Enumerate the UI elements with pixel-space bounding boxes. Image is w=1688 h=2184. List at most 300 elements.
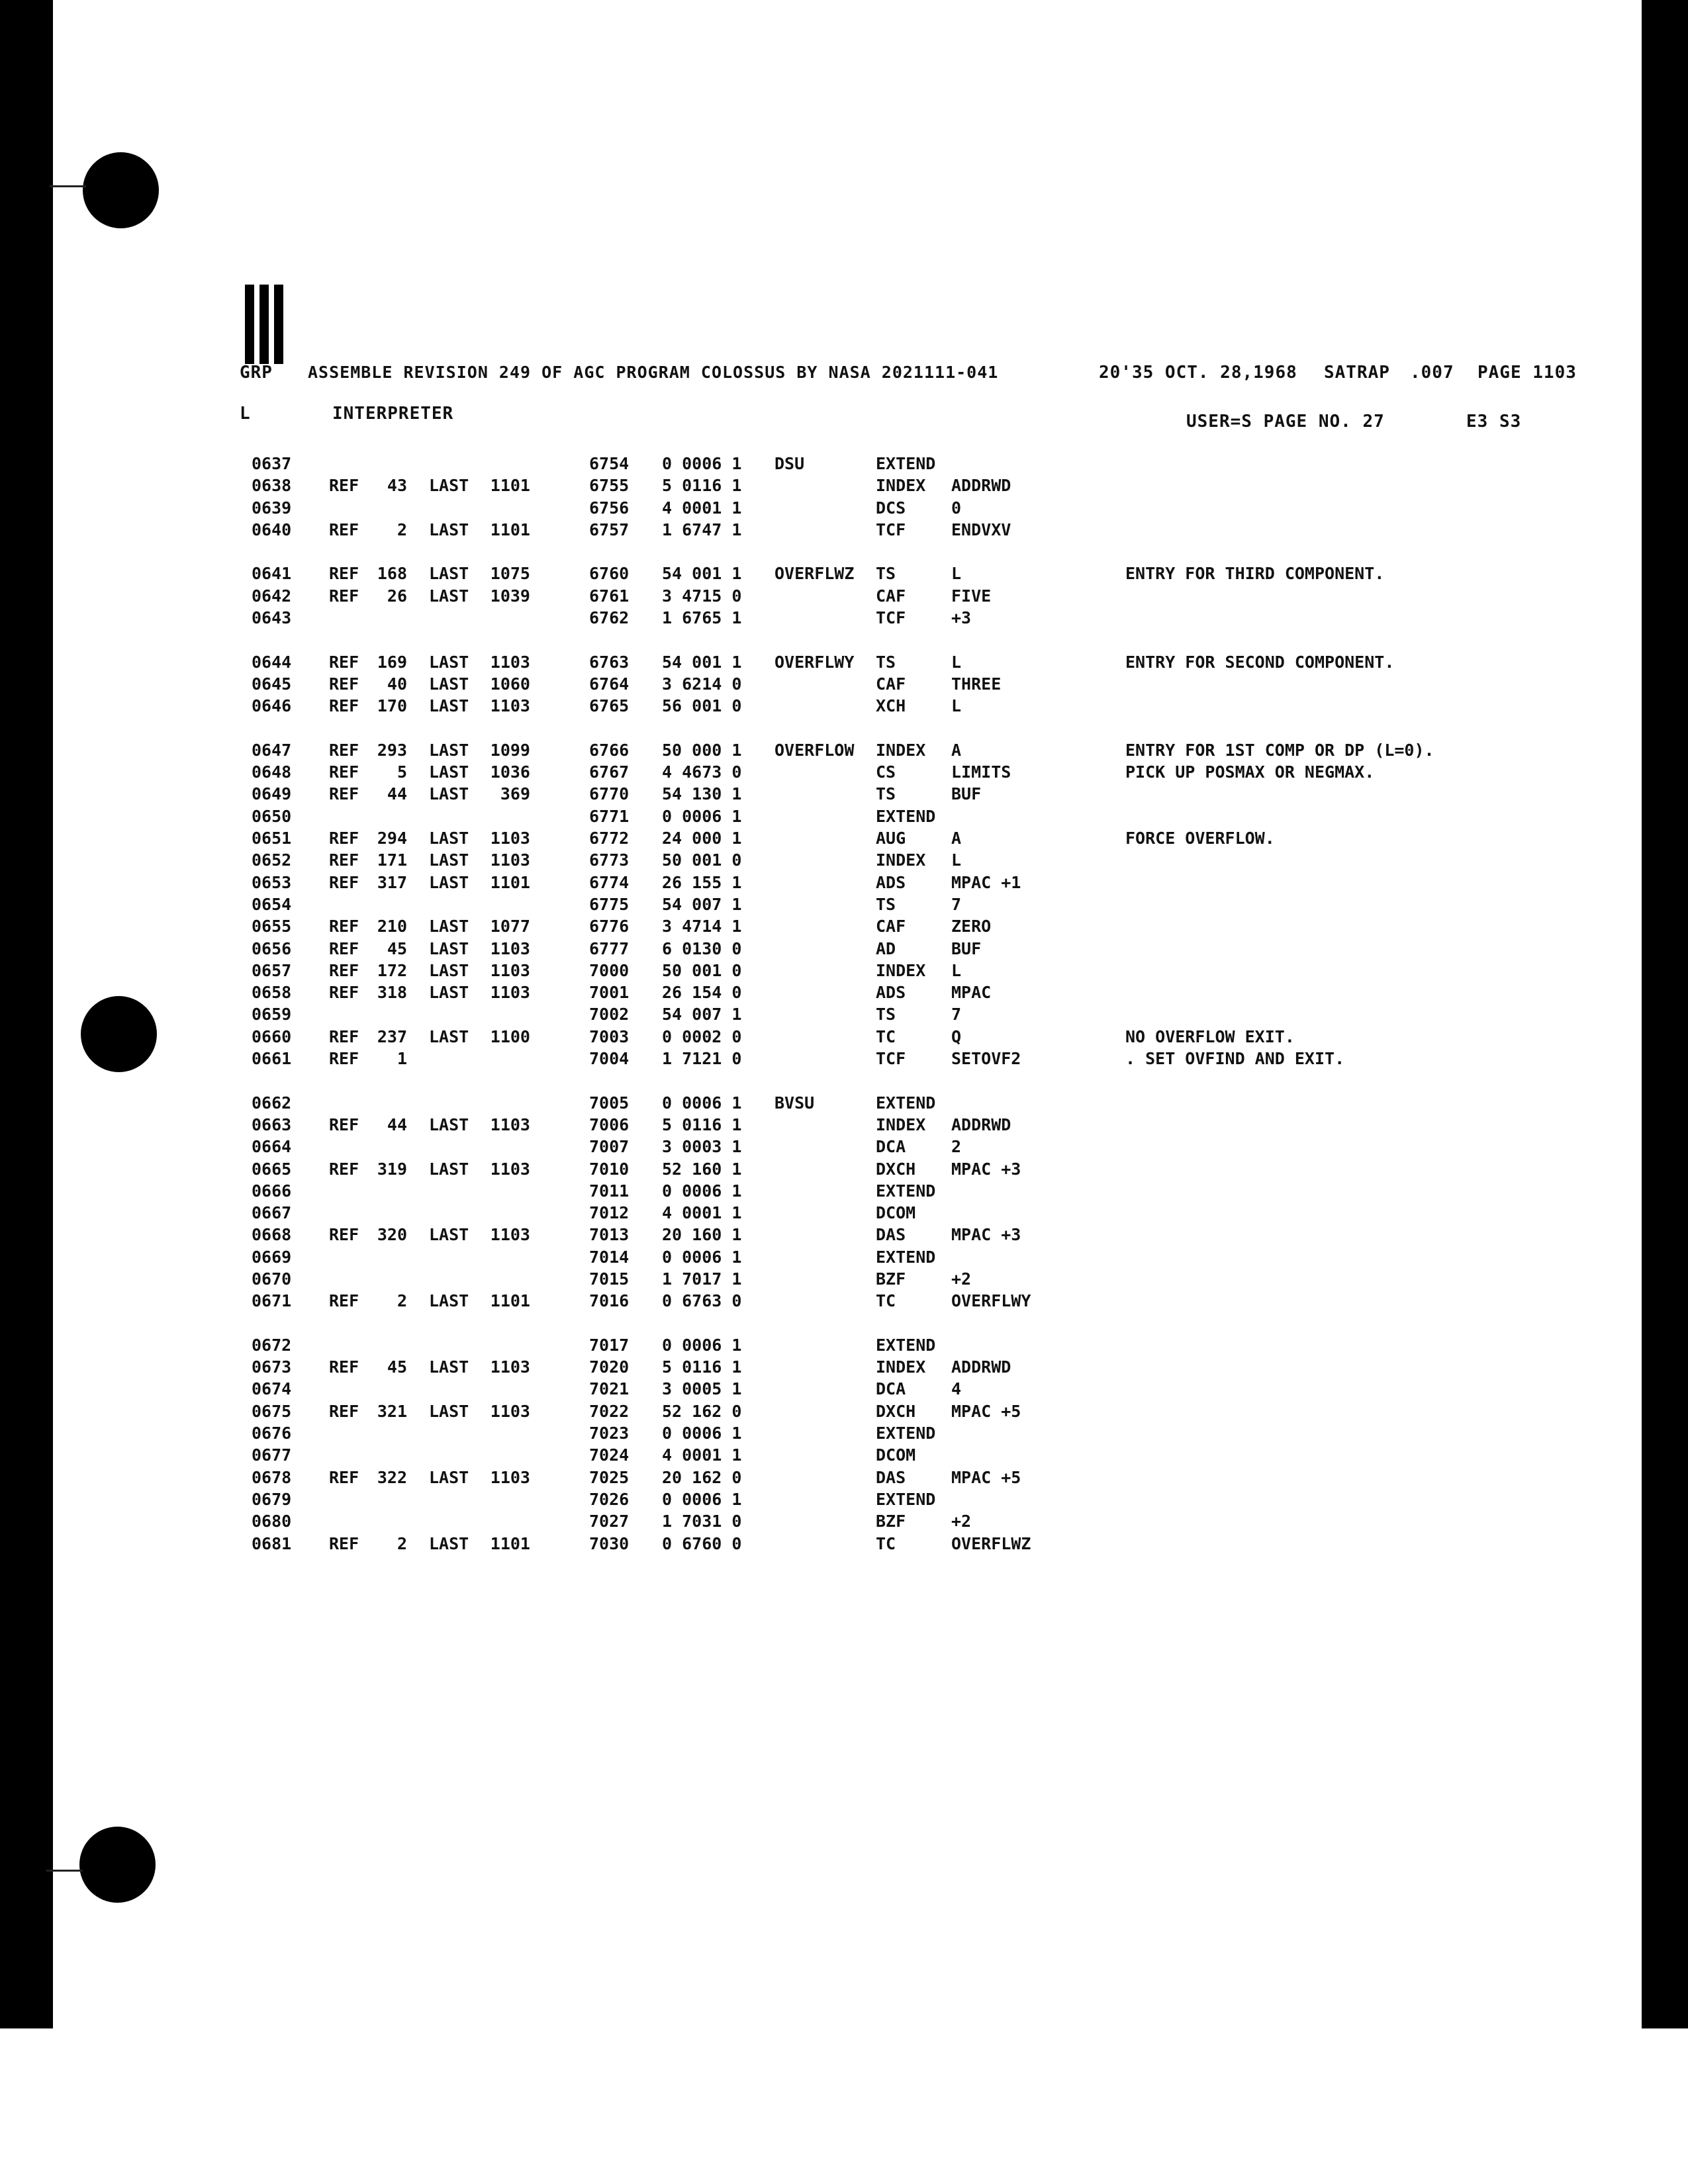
address: 7001 <box>589 983 630 1003</box>
operand: 7 <box>951 894 962 914</box>
header-e-s: E3 S3 <box>1466 412 1522 432</box>
operand: Q <box>951 1026 962 1046</box>
last-line: 1075 <box>490 564 530 584</box>
opcode: INDEX <box>876 1115 926 1134</box>
operand: MPAC +3 <box>951 1159 1021 1179</box>
ref-count: 171 <box>377 850 407 870</box>
octal-code: 56 001 0 <box>662 696 742 716</box>
listing-row <box>0 1027 1688 1049</box>
opcode: DCA <box>876 1379 906 1399</box>
opcode: DAS <box>876 1467 906 1487</box>
octal-code: 1 6747 1 <box>662 520 742 539</box>
last-line: 1103 <box>490 960 530 980</box>
last-keyword: LAST <box>429 784 469 804</box>
line-number: 0677 <box>252 1445 292 1465</box>
opcode: INDEX <box>876 476 926 496</box>
ref-keyword: REF <box>329 586 359 606</box>
ref-keyword: REF <box>329 872 359 892</box>
opcode: TCF <box>876 1049 906 1069</box>
opcode: EXTEND <box>876 1335 936 1355</box>
ref-keyword: REF <box>329 829 359 848</box>
listing-row <box>0 674 1688 696</box>
listing-spacer <box>0 630 1688 652</box>
line-number: 0647 <box>252 740 292 760</box>
listing-row <box>0 961 1688 983</box>
operand: MPAC +3 <box>951 1225 1021 1245</box>
ref-count: 44 <box>387 784 407 804</box>
line-number: 0638 <box>252 476 292 496</box>
ref-keyword: REF <box>329 740 359 760</box>
address: 6756 <box>589 498 630 518</box>
line-number: 0653 <box>252 872 292 892</box>
opcode: TC <box>876 1026 896 1046</box>
last-keyword: LAST <box>429 1026 469 1046</box>
address: 7027 <box>589 1512 630 1531</box>
address: 6765 <box>589 696 630 716</box>
operand: OVERFLWY <box>951 1291 1031 1311</box>
octal-code: 6 0130 0 <box>662 938 742 958</box>
symbol-label: DSU <box>774 454 805 473</box>
line-number: 0664 <box>252 1137 292 1157</box>
last-keyword: LAST <box>429 1159 469 1179</box>
listing-row <box>0 1534 1688 1556</box>
address: 7025 <box>589 1467 630 1487</box>
ref-count: 169 <box>377 652 407 672</box>
address: 7007 <box>589 1137 630 1157</box>
last-line: 1103 <box>490 652 530 672</box>
address: 6766 <box>589 740 630 760</box>
last-keyword: LAST <box>429 829 469 848</box>
address: 7015 <box>589 1269 630 1289</box>
address: 6761 <box>589 586 630 606</box>
assembly-listing <box>0 454 1688 1556</box>
octal-code: 3 6214 0 <box>662 674 742 694</box>
address: 7026 <box>589 1489 630 1509</box>
address: 7020 <box>589 1357 630 1377</box>
line-number: 0679 <box>252 1489 292 1509</box>
opcode: DCS <box>876 498 906 518</box>
address: 7030 <box>589 1533 630 1553</box>
ref-keyword: REF <box>329 983 359 1003</box>
opcode: DCOM <box>876 1445 916 1465</box>
line-number: 0643 <box>252 608 292 628</box>
opcode: CAF <box>876 674 906 694</box>
opcode: TC <box>876 1533 896 1553</box>
line-number: 0680 <box>252 1512 292 1531</box>
last-line: 1101 <box>490 1533 530 1553</box>
octal-code: 4 0001 1 <box>662 498 742 518</box>
line-number: 0663 <box>252 1115 292 1134</box>
header-page: PAGE 1103 <box>1477 363 1577 383</box>
last-line: 1103 <box>490 1159 530 1179</box>
last-line: 1077 <box>490 917 530 936</box>
listing-row <box>0 850 1688 872</box>
last-keyword: LAST <box>429 520 469 539</box>
last-line: 1103 <box>490 1115 530 1134</box>
listing-row <box>0 807 1688 829</box>
ref-count: 1 <box>397 1049 407 1069</box>
last-line: 1103 <box>490 1225 530 1245</box>
last-line: 1103 <box>490 829 530 848</box>
ref-keyword: REF <box>329 1225 359 1245</box>
listing-row <box>0 1137 1688 1159</box>
operand: BUF <box>951 938 982 958</box>
opcode: TS <box>876 784 896 804</box>
ref-keyword: REF <box>329 1115 359 1134</box>
last-keyword: LAST <box>429 850 469 870</box>
symbol-label: OVERFLOW <box>774 740 855 760</box>
ref-keyword: REF <box>329 762 359 782</box>
ref-count: 317 <box>377 872 407 892</box>
ref-count: 172 <box>377 960 407 980</box>
last-line: 1103 <box>490 983 530 1003</box>
punch-hole-bottom <box>79 1827 156 1903</box>
last-keyword: LAST <box>429 1401 469 1421</box>
listing-spacer <box>0 1071 1688 1093</box>
address: 6764 <box>589 674 630 694</box>
octal-code: 26 154 0 <box>662 983 742 1003</box>
punch-hole-mark <box>46 1870 83 1872</box>
line-number: 0657 <box>252 960 292 980</box>
octal-code: 0 0006 1 <box>662 1424 742 1443</box>
last-keyword: LAST <box>429 564 469 584</box>
operand: A <box>951 829 962 848</box>
ref-count: 293 <box>377 740 407 760</box>
operand: 0 <box>951 498 962 518</box>
address: 7005 <box>589 1093 630 1113</box>
listing-row <box>0 939 1688 961</box>
symbol-label: BVSU <box>774 1093 815 1113</box>
listing-row <box>0 1203 1688 1225</box>
address: 6775 <box>589 894 630 914</box>
operand: SETOVF2 <box>951 1049 1021 1069</box>
octal-code: 4 0001 1 <box>662 1203 742 1223</box>
opcode: EXTEND <box>876 1093 936 1113</box>
line-number: 0641 <box>252 564 292 584</box>
listing-row <box>0 917 1688 938</box>
address: 7023 <box>589 1424 630 1443</box>
listing-row <box>0 1181 1688 1203</box>
octal-code: 3 0003 1 <box>662 1137 742 1157</box>
listing-row <box>0 983 1688 1005</box>
address: 7014 <box>589 1247 630 1267</box>
line-number: 0658 <box>252 983 292 1003</box>
listing-spacer <box>0 542 1688 564</box>
operand: MPAC +5 <box>951 1401 1021 1421</box>
line-number: 0648 <box>252 762 292 782</box>
listing-row <box>0 1336 1688 1357</box>
address: 6754 <box>589 454 630 473</box>
octal-code: 54 007 1 <box>662 894 742 914</box>
octal-code: 54 001 1 <box>662 564 742 584</box>
listing-spacer <box>0 719 1688 741</box>
last-keyword: LAST <box>429 674 469 694</box>
octal-code: 3 4714 1 <box>662 917 742 936</box>
operand: L <box>951 696 962 716</box>
address: 7013 <box>589 1225 630 1245</box>
ref-keyword: REF <box>329 1026 359 1046</box>
listing-row <box>0 762 1688 784</box>
listing-row <box>0 1402 1688 1424</box>
last-line: 1039 <box>490 586 530 606</box>
line-number: 0675 <box>252 1401 292 1421</box>
line-number: 0646 <box>252 696 292 716</box>
listing-row <box>0 1445 1688 1467</box>
last-keyword: LAST <box>429 740 469 760</box>
last-line: 1100 <box>490 1026 530 1046</box>
line-number: 0669 <box>252 1247 292 1267</box>
opcode: EXTEND <box>876 1424 936 1443</box>
last-keyword: LAST <box>429 872 469 892</box>
line-number: 0637 <box>252 454 292 473</box>
ref-keyword: REF <box>329 564 359 584</box>
ref-count: 210 <box>377 917 407 936</box>
opcode: DCA <box>876 1137 906 1157</box>
comment: ENTRY FOR THIRD COMPONENT. <box>1125 564 1385 584</box>
ref-count: 321 <box>377 1401 407 1421</box>
operand: 4 <box>951 1379 962 1399</box>
ref-count: 2 <box>397 520 407 539</box>
line-number: 0678 <box>252 1467 292 1487</box>
ref-keyword: REF <box>329 1357 359 1377</box>
octal-code: 0 0006 1 <box>662 806 742 826</box>
listing-row <box>0 1468 1688 1490</box>
line-number: 0652 <box>252 850 292 870</box>
operand: ENDVXV <box>951 520 1011 539</box>
line-number: 0671 <box>252 1291 292 1311</box>
octal-code: 50 001 0 <box>662 960 742 980</box>
comment: PICK UP POSMAX OR NEGMAX. <box>1125 762 1375 782</box>
line-number: 0651 <box>252 829 292 848</box>
opcode: TCF <box>876 608 906 628</box>
listing-row <box>0 1291 1688 1313</box>
ref-count: 43 <box>387 476 407 496</box>
octal-code: 20 162 0 <box>662 1467 742 1487</box>
last-keyword: LAST <box>429 983 469 1003</box>
octal-code: 0 0006 1 <box>662 1093 742 1113</box>
operand: OVERFLWZ <box>951 1533 1031 1553</box>
ref-keyword: REF <box>329 960 359 980</box>
last-line: 1101 <box>490 1291 530 1311</box>
ref-keyword: REF <box>329 674 359 694</box>
opcode: EXTEND <box>876 1181 936 1201</box>
last-keyword: LAST <box>429 1357 469 1377</box>
operand: MPAC <box>951 983 992 1003</box>
line-number: 0642 <box>252 586 292 606</box>
punch-hole-mark <box>50 185 86 187</box>
octal-code: 26 155 1 <box>662 872 742 892</box>
opcode: DCOM <box>876 1203 916 1223</box>
opcode: AD <box>876 938 896 958</box>
octal-code: 0 0006 1 <box>662 1247 742 1267</box>
ref-count: 168 <box>377 564 407 584</box>
line-number: 0645 <box>252 674 292 694</box>
listing-spacer <box>0 1314 1688 1336</box>
binder-marks <box>245 285 289 367</box>
operand: ADDRWD <box>951 476 1011 496</box>
address: 7003 <box>589 1026 630 1046</box>
operand: BUF <box>951 784 982 804</box>
operand: ADDRWD <box>951 1357 1011 1377</box>
octal-code: 3 4715 0 <box>662 586 742 606</box>
operand: ADDRWD <box>951 1115 1011 1134</box>
last-keyword: LAST <box>429 1115 469 1134</box>
line-number: 0656 <box>252 938 292 958</box>
user-page-number: USER=S PAGE NO. 27 <box>1186 412 1385 432</box>
header-user: SATRAP <box>1324 363 1390 383</box>
octal-code: 54 001 1 <box>662 652 742 672</box>
operand: A <box>951 740 962 760</box>
last-keyword: LAST <box>429 1533 469 1553</box>
ref-count: 45 <box>387 1357 407 1377</box>
address: 7022 <box>589 1401 630 1421</box>
opcode: TS <box>876 564 896 584</box>
octal-code: 0 0002 0 <box>662 1026 742 1046</box>
listing-row <box>0 1225 1688 1247</box>
punch-hole-top <box>83 152 159 228</box>
listing-row <box>0 1379 1688 1401</box>
ref-keyword: REF <box>329 652 359 672</box>
ref-keyword: REF <box>329 784 359 804</box>
opcode: EXTEND <box>876 1247 936 1267</box>
opcode: EXTEND <box>876 806 936 826</box>
listing-row <box>0 608 1688 630</box>
address: 7002 <box>589 1005 630 1024</box>
last-line: 1103 <box>490 1401 530 1421</box>
operand: 7 <box>951 1005 962 1024</box>
last-keyword: LAST <box>429 960 469 980</box>
octal-code: 0 0006 1 <box>662 1335 742 1355</box>
operand: LIMITS <box>951 762 1011 782</box>
ref-keyword: REF <box>329 476 359 496</box>
listing-row <box>0 741 1688 762</box>
ref-count: 5 <box>397 762 407 782</box>
last-keyword: LAST <box>429 1291 469 1311</box>
ref-count: 2 <box>397 1291 407 1311</box>
listing-row <box>0 1093 1688 1115</box>
opcode: TS <box>876 894 896 914</box>
address: 6757 <box>589 520 630 539</box>
operand: THREE <box>951 674 1002 694</box>
line-number: 0650 <box>252 806 292 826</box>
last-line: 369 <box>500 784 530 804</box>
opcode: CAF <box>876 917 906 936</box>
last-keyword: LAST <box>429 1225 469 1245</box>
line-number: 0659 <box>252 1005 292 1024</box>
octal-code: 52 160 1 <box>662 1159 742 1179</box>
last-keyword: LAST <box>429 762 469 782</box>
address: 6767 <box>589 762 630 782</box>
octal-code: 24 000 1 <box>662 829 742 848</box>
header-revision: .007 <box>1410 363 1454 383</box>
octal-code: 3 0005 1 <box>662 1379 742 1399</box>
last-keyword: LAST <box>429 696 469 716</box>
address: 6763 <box>589 652 630 672</box>
ref-count: 40 <box>387 674 407 694</box>
listing-row <box>0 1115 1688 1137</box>
octal-code: 4 0001 1 <box>662 1445 742 1465</box>
opcode: BZF <box>876 1512 906 1531</box>
operand: MPAC +5 <box>951 1467 1021 1487</box>
address: 7012 <box>589 1203 630 1223</box>
operand: 2 <box>951 1137 962 1157</box>
ref-keyword: REF <box>329 1533 359 1553</box>
last-line: 1099 <box>490 740 530 760</box>
listing-row <box>0 1248 1688 1269</box>
last-line: 1103 <box>490 938 530 958</box>
listing-row <box>0 873 1688 895</box>
last-line: 1060 <box>490 674 530 694</box>
ref-count: 319 <box>377 1159 407 1179</box>
page-title: ASSEMBLE REVISION 249 OF AGC PROGRAM COLOSSUS BY NASA 2021111-041 <box>308 363 999 382</box>
address: 7004 <box>589 1049 630 1069</box>
address: 6762 <box>589 608 630 628</box>
listing-row <box>0 476 1688 498</box>
listing-row <box>0 1160 1688 1181</box>
octal-code: 1 7121 0 <box>662 1049 742 1069</box>
listing-row <box>0 520 1688 542</box>
ref-count: 26 <box>387 586 407 606</box>
header-time-date: 20'35 OCT. 28,1968 <box>1099 363 1297 383</box>
octal-code: 54 007 1 <box>662 1005 742 1024</box>
address: 7011 <box>589 1181 630 1201</box>
listing-row <box>0 498 1688 520</box>
opcode: TCF <box>876 520 906 539</box>
listing-row <box>0 1512 1688 1533</box>
line-number: 0661 <box>252 1049 292 1069</box>
address: 7006 <box>589 1115 630 1134</box>
operand: L <box>951 850 962 870</box>
ref-keyword: REF <box>329 696 359 716</box>
opcode: XCH <box>876 696 906 716</box>
last-keyword: LAST <box>429 586 469 606</box>
listing-row <box>0 1357 1688 1379</box>
line-number: 0649 <box>252 784 292 804</box>
opcode: DAS <box>876 1225 906 1245</box>
address: 6770 <box>589 784 630 804</box>
listing-row <box>0 895 1688 917</box>
opcode: ADS <box>876 872 906 892</box>
symbol-label: OVERFLWZ <box>774 564 855 584</box>
last-line: 1103 <box>490 696 530 716</box>
line-number: 0665 <box>252 1159 292 1179</box>
line-number: 0655 <box>252 917 292 936</box>
address: 7010 <box>589 1159 630 1179</box>
address: 7000 <box>589 960 630 980</box>
operand: L <box>951 960 962 980</box>
octal-code: 0 6760 0 <box>662 1533 742 1553</box>
line-number: 0667 <box>252 1203 292 1223</box>
octal-code: 52 162 0 <box>662 1401 742 1421</box>
ref-keyword: REF <box>329 1159 359 1179</box>
octal-code: 1 7017 1 <box>662 1269 742 1289</box>
ref-keyword: REF <box>329 1291 359 1311</box>
opcode: TC <box>876 1291 896 1311</box>
octal-code: 4 4673 0 <box>662 762 742 782</box>
last-keyword: LAST <box>429 476 469 496</box>
opcode: CS <box>876 762 896 782</box>
ref-count: 170 <box>377 696 407 716</box>
address: 6760 <box>589 564 630 584</box>
listing-row <box>0 564 1688 586</box>
ref-count: 237 <box>377 1026 407 1046</box>
listing-row <box>0 1005 1688 1026</box>
address: 7024 <box>589 1445 630 1465</box>
line-number: 0644 <box>252 652 292 672</box>
listing-row <box>0 1269 1688 1291</box>
line-number: 0666 <box>252 1181 292 1201</box>
listing-row <box>0 1490 1688 1512</box>
